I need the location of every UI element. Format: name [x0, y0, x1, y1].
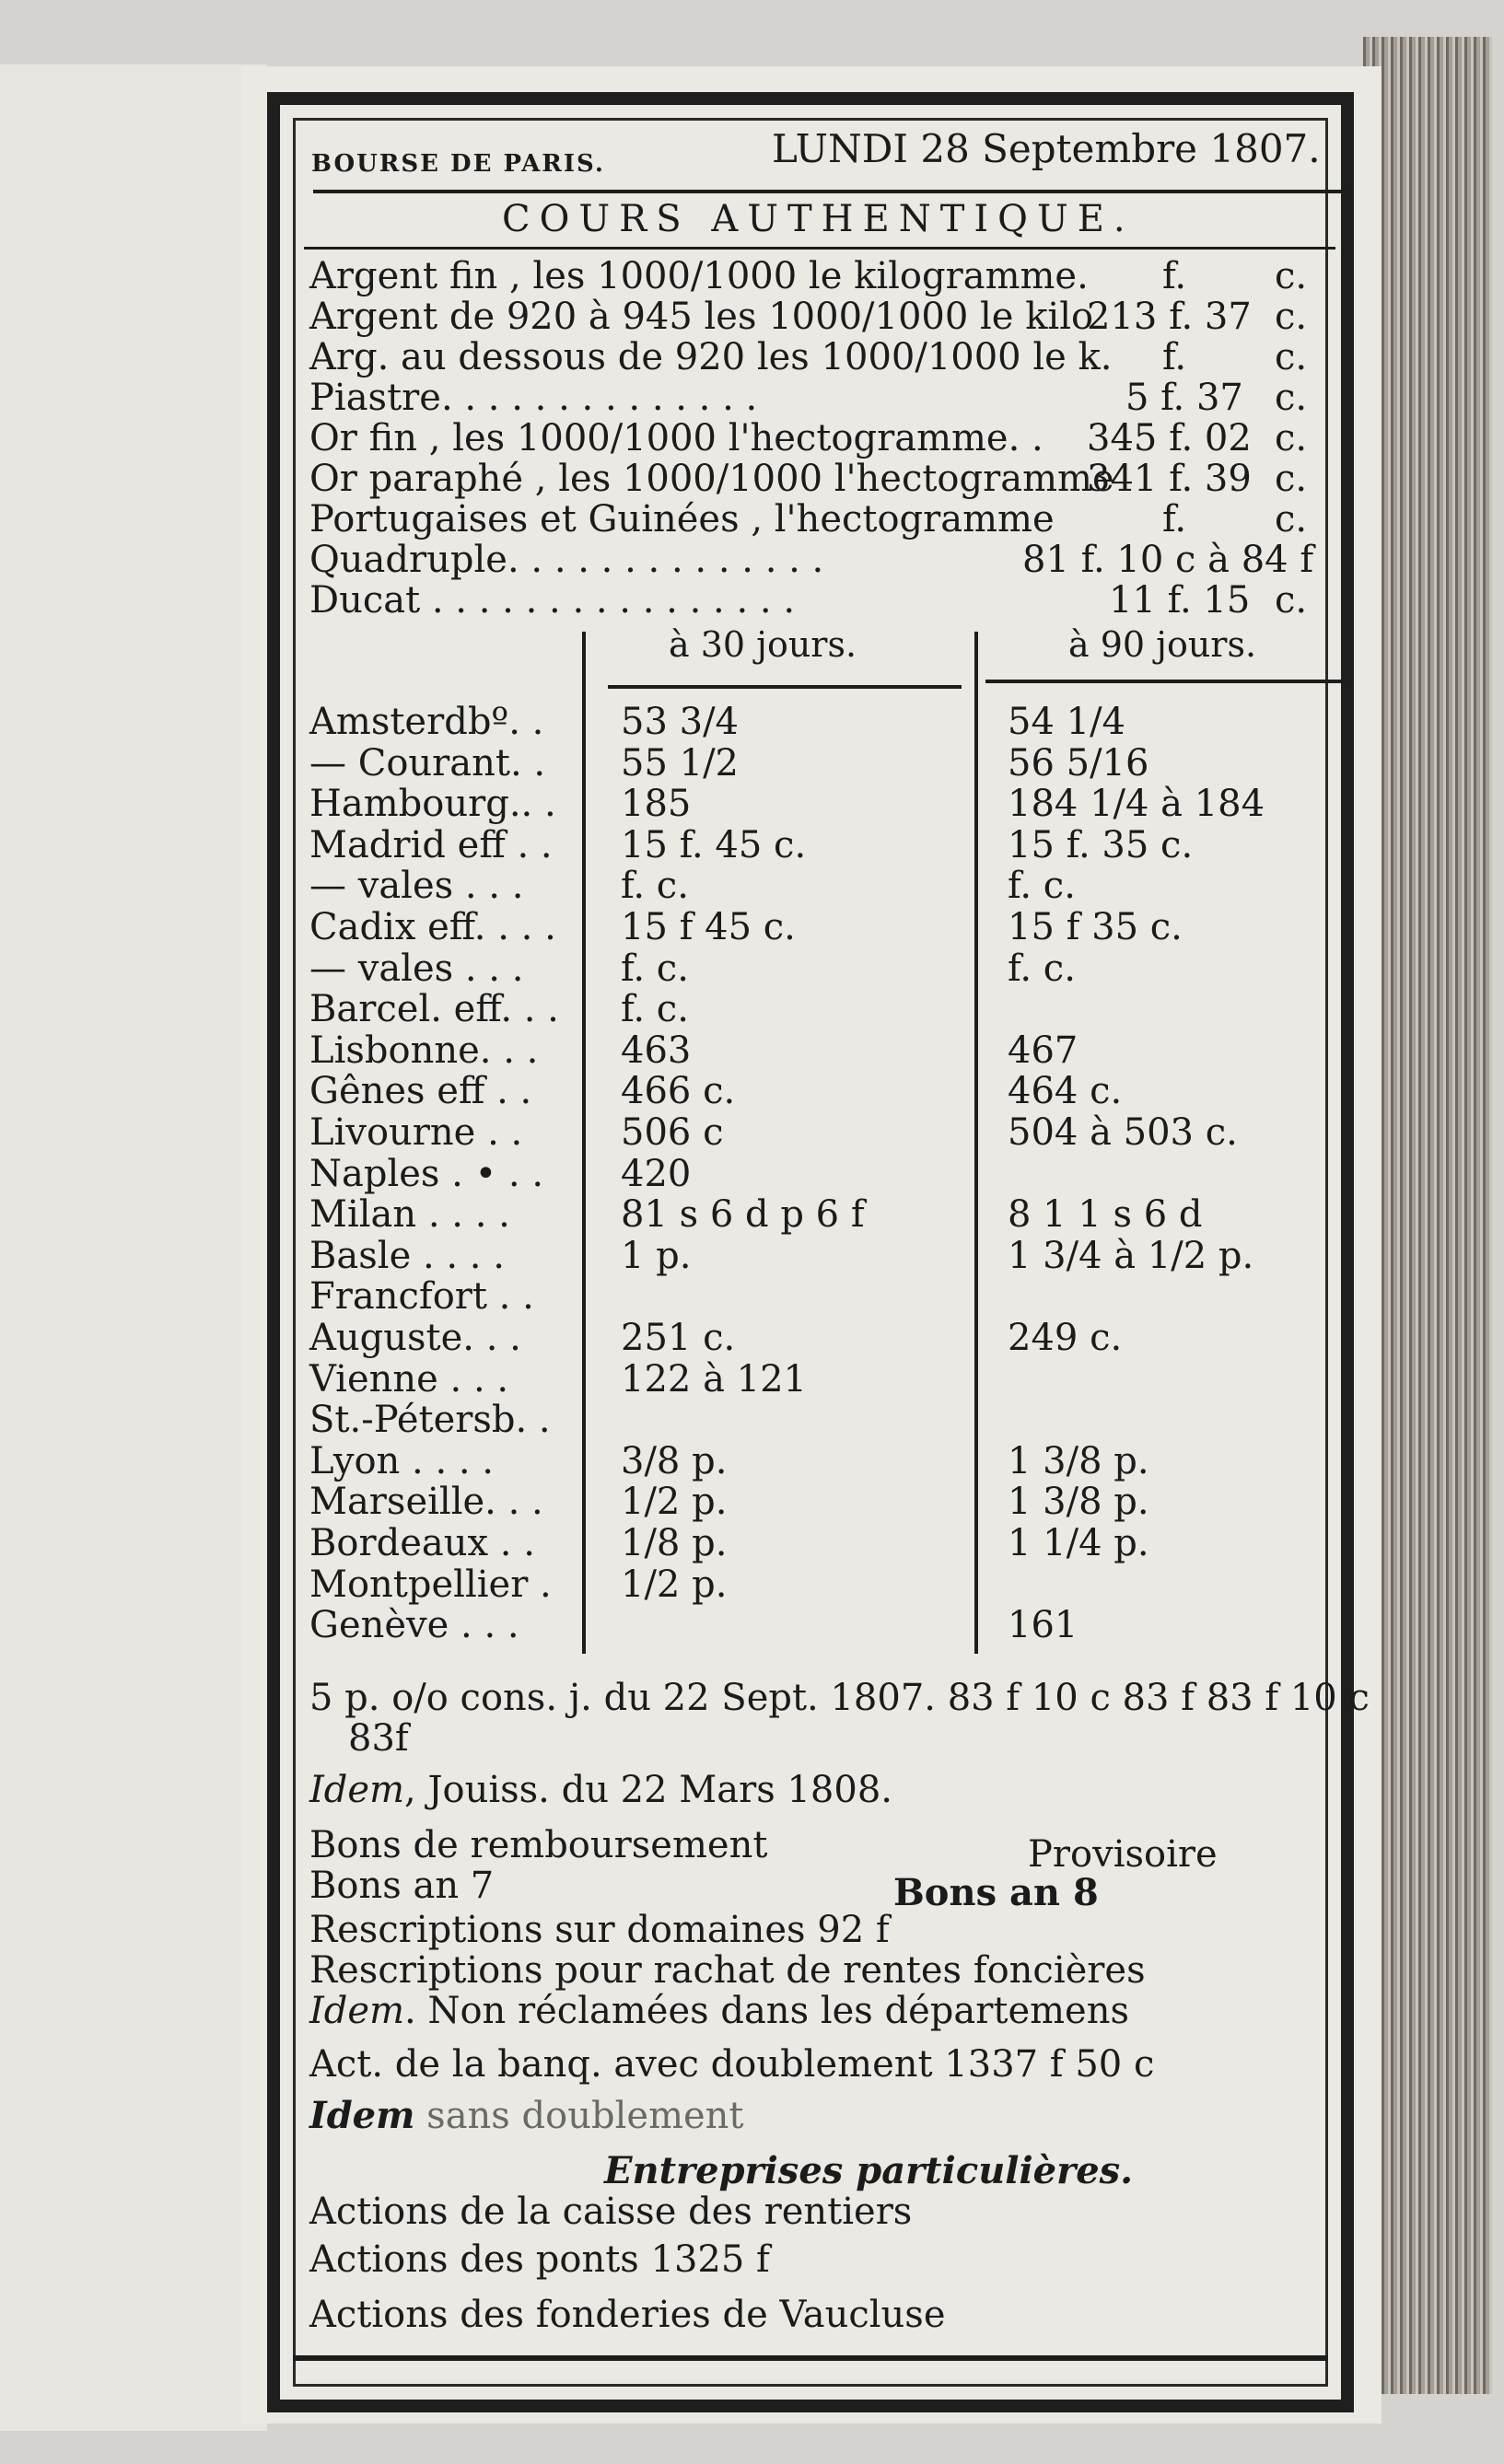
metal-value: f. [1162, 336, 1187, 378]
idem-italic: Idem [309, 1769, 405, 1811]
idem-sans-doublement [309, 2096, 744, 2136]
metal-value: 213 f. 37 [1087, 296, 1252, 338]
metal-value: 11 f. 15 [1109, 579, 1251, 622]
exchange-30-days: 1/2 p. [621, 1481, 728, 1523]
cons-line: 5 p. o/o cons. j. du 22 Sept. 1807. 83 f 10 c 83 f 83 f 10 c [309, 1677, 1370, 1719]
exchange-30-days: 1/2 p. [621, 1563, 728, 1606]
exchange-30-days: 3/8 p. [621, 1440, 728, 1482]
idem-rest: , Jouiss. du 22 Mars 1808. [404, 1769, 892, 1811]
column-divider [974, 632, 978, 1654]
exchange-30-days: f. c. [621, 865, 689, 907]
bons-an-8: Bons an 8 [893, 1871, 1099, 1914]
exchange-place: Vienne . . . [309, 1358, 509, 1401]
idem-non-reclamees [309, 1991, 1129, 2031]
bons-an-7: Bons an 7 [309, 1865, 495, 1907]
header-date: LUNDI 28 Septembre 1807. [772, 126, 1321, 171]
idem-rest: . Non réclamées dans les départemens [404, 1990, 1130, 2032]
metal-value: f. [1162, 255, 1187, 297]
exchange-place: Montpellier . [309, 1563, 552, 1606]
rescriptions-domaines: Rescriptions sur domaines 92 f [309, 1909, 890, 1951]
metal-value: f. [1162, 498, 1187, 540]
entreprises-heading: Entreprises particulières. [604, 2149, 1134, 2192]
exchange-place: Livourne . . [309, 1111, 523, 1154]
actions-ponts: Actions des ponts 1325 f [309, 2238, 770, 2281]
rescriptions-rachat: Rescriptions pour rachat de rentes foncières [309, 1949, 1146, 1992]
bons-remboursement: Bons de remboursement [309, 1824, 768, 1866]
exchange-place: — vales . . . [309, 947, 524, 990]
metal-cents: c. [1275, 579, 1308, 622]
col-header-rule [985, 680, 1345, 683]
metal-label: Ducat . . . . . . . . . . . . . . . . [309, 579, 796, 622]
col-header-rule [608, 685, 962, 689]
exchange-30-days: 463 [621, 1029, 692, 1072]
exchange-place: — Courant. . [309, 742, 546, 785]
exchange-place: Genève . . . [309, 1604, 519, 1646]
metal-label: Or fin , les 1000/1000 l'hectogramme. . [309, 417, 1043, 459]
exchange-30-days: 1 p. [621, 1235, 692, 1277]
exchange-90-days: 15 f 35 c. [1008, 906, 1183, 948]
exchange-90-days: 1 3/8 p. [1008, 1440, 1149, 1482]
exchange-place: Milan . . . . [309, 1193, 510, 1236]
cons-line-continued: 83f [348, 1717, 409, 1760]
exchange-30-days: f. c. [621, 947, 689, 990]
metal-cents: c. [1275, 377, 1308, 419]
exchange-30-days: 1/8 p. [621, 1522, 728, 1564]
exchange-place: St.-Pétersb. . [309, 1399, 551, 1441]
exchange-30-days: 15 f 45 c. [621, 906, 796, 948]
metal-label: Piastre. . . . . . . . . . . . . . [309, 377, 758, 419]
exchange-30-days: 420 [621, 1153, 692, 1195]
exchange-place: Auguste. . . [309, 1317, 521, 1359]
exchange-90-days: 15 f. 35 c. [1008, 824, 1194, 866]
exchange-place: Madrid eff . . [309, 824, 553, 866]
metal-value: 81 f. 10 c à 84 f [1022, 539, 1314, 581]
actions-banque: Act. de la banq. avec doublement 1337 f 50 c [309, 2043, 1155, 2086]
exchange-30-days: 185 [621, 783, 692, 825]
page-title: COURS AUTHENTIQUE. [502, 198, 1135, 240]
exchange-30-days: 466 c. [621, 1070, 736, 1112]
exchange-90-days: f. c. [1008, 865, 1076, 907]
actions-fonderies: Actions des fonderies de Vaucluse [309, 2294, 946, 2336]
metal-label: Argent de 920 à 945 les 1000/1000 le kilo [309, 296, 1094, 338]
exchange-90-days: 1 3/4 à 1/2 p. [1008, 1235, 1254, 1277]
exchange-place: Lyon . . . . [309, 1440, 495, 1482]
exchange-30-days: 81 s 6 d p 6 f [621, 1193, 865, 1236]
metal-label: Or paraphé , les 1000/1000 l'hectogramme [309, 458, 1114, 500]
exchange-30-days: 506 c [621, 1111, 724, 1154]
exchange-place: Cadix eff. . . . [309, 906, 556, 948]
header-rule [313, 190, 1345, 193]
exchange-90-days: 504 à 503 c. [1008, 1111, 1238, 1154]
metal-value: 5 f. 37 [1125, 377, 1243, 419]
exchange-90-days: 184 1/4 à 184 [1008, 783, 1265, 825]
idem-rest: sans doublement [414, 2095, 744, 2137]
header-bourse: BOURSE DE PARIS. [311, 150, 605, 178]
col-header-30-days: à 30 jours. [669, 624, 857, 665]
footer-rule [293, 2355, 1328, 2361]
exchange-place: Gênes eff . . [309, 1070, 532, 1112]
metal-cents: c. [1275, 498, 1308, 540]
exchange-90-days: f. c. [1008, 947, 1076, 990]
exchange-place: Marseille. . . [309, 1481, 543, 1523]
exchange-90-days: 54 1/4 [1008, 701, 1125, 743]
exchange-90-days: 8 1 1 s 6 d [1008, 1193, 1203, 1236]
exchange-90-days: 56 5/16 [1008, 742, 1149, 785]
exchange-place: — vales . . . [309, 865, 524, 907]
exchange-90-days: 1 3/8 p. [1008, 1481, 1149, 1523]
exchange-place: Amsterdbº. . [309, 701, 544, 743]
exchange-90-days: 1 1/4 p. [1008, 1522, 1149, 1564]
metal-label: Portugaises et Guinées , l'hectogramme [309, 498, 1055, 540]
exchange-30-days: f. c. [621, 988, 689, 1030]
metal-cents: c. [1275, 336, 1308, 378]
exchange-place: Hambourg.. . [309, 783, 556, 825]
exchange-place: Bordeaux . . [309, 1522, 535, 1564]
exchange-place: Francfort . . [309, 1275, 534, 1318]
exchange-place: Basle . . . . [309, 1235, 505, 1277]
exchange-30-days: 55 1/2 [621, 742, 739, 785]
col-header-90-days: à 90 jours. [1068, 624, 1257, 665]
title-rule [304, 247, 1335, 250]
exchange-30-days: 122 à 121 [621, 1358, 807, 1401]
exchange-30-days: 15 f. 45 c. [621, 824, 807, 866]
metal-value: 341 f. 39 [1087, 458, 1252, 500]
metal-cents: c. [1275, 296, 1308, 338]
idem-italic: Idem [309, 2094, 415, 2137]
exchange-90-days: 161 [1008, 1604, 1078, 1646]
exchange-30-days: 251 c. [621, 1317, 736, 1359]
metal-label: Quadruple. . . . . . . . . . . . . . [309, 539, 824, 581]
metal-label: Arg. au dessous de 920 les 1000/1000 le k. [309, 336, 1113, 378]
exchange-place: Naples . • . . [309, 1153, 544, 1195]
exchange-place: Lisbonne. . . [309, 1029, 539, 1072]
actions-caisse: Actions de la caisse des rentiers [309, 2191, 913, 2233]
column-divider [582, 632, 586, 1654]
idem-jouissance [309, 1770, 892, 1810]
metal-label: Argent fin , les 1000/1000 le kilogramme. [309, 255, 1089, 297]
metal-cents: c. [1275, 255, 1308, 297]
book-page-edges [1363, 37, 1492, 2394]
exchange-30-days: 53 3/4 [621, 701, 739, 743]
left-page-gutter [0, 64, 267, 2431]
idem-italic: Idem [309, 1990, 405, 2032]
metal-value: 345 f. 02 [1087, 417, 1252, 459]
provisoire: Provisoire [1028, 1833, 1218, 1876]
exchange-90-days: 249 c. [1008, 1317, 1123, 1359]
metal-cents: c. [1275, 458, 1308, 500]
exchange-place: Barcel. eff. . . [309, 988, 559, 1030]
exchange-90-days: 464 c. [1008, 1070, 1123, 1112]
exchange-90-days: 467 [1008, 1029, 1078, 1072]
metal-cents: c. [1275, 417, 1308, 459]
